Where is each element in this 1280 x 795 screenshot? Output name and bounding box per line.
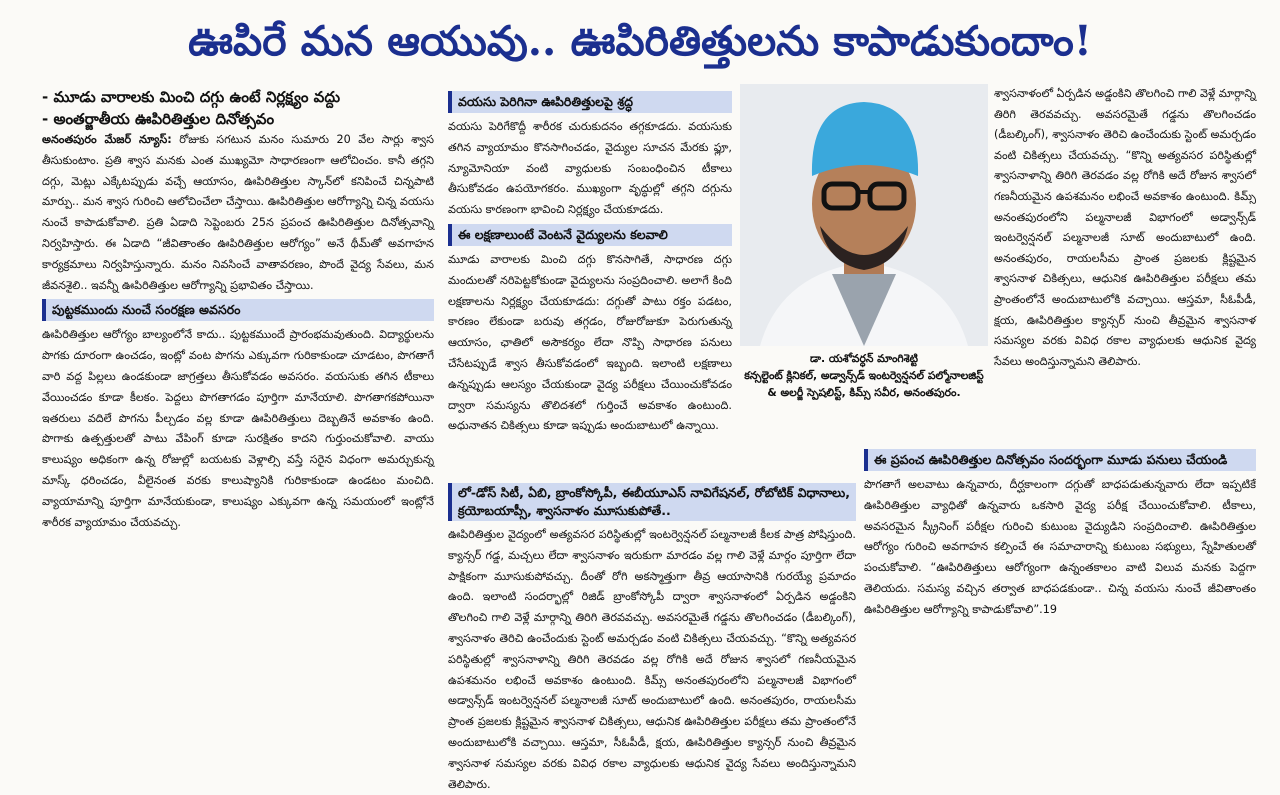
- bullet-2: - అంతర్జాతీయ ఊపిరితిత్తుల దినోత్సవం: [42, 110, 275, 128]
- intro-paragraph: [42, 130, 434, 296]
- headline-text: ఊపిరే మన ఆయువు.. ఊపిరితిత్తులను కాపాడుకుందాం!: [188, 17, 1092, 65]
- section-heading-three-tasks: ఈ ప్రపంచ ఊపిరితిత్తుల దినోత్సవం సందర్భంగా మూడు పనులు చేయండి: [864, 449, 1256, 471]
- section-heading-symptoms: ఈ లక్షణాలుంటే వెంటనే వైద్యులను కలవాలి: [448, 224, 732, 246]
- dateline: అనంతపురం మేజర్ న్యూస్:: [42, 133, 172, 146]
- section-text-procedures: ఊపిరితిత్తుల వైద్యంలో అత్యవసర పరిస్థితుల్లో ఇంటర్వెన్షనల్ పల్మనాలజీ కీలక పాత్ర పోషిస్తుంది. క్యాన్సర్ గడ్డ, మచ్చలు లేదా శ్వాసనాళం ఇరుకుగా మారడం వల్ల గాలి వెళ్లే మార్గం పూర్తిగా లేదా పాక్షికంగా మూసుకుపోవచ్చు. దీంతో రోగి అకస్మాత్తుగా తీవ్ర ఆయాసానికి గురయ్యే ప్రమాదం ఉంది. ఇలాంటి సందర్భాల్లో రిజిడ్ బ్రాంకోస్కోపీ ద్వారా శ్వాసనాళంలో ఏర్పడిన అడ్డంకిని తొలగించి గాలి వెళ్లే మార్గాన్ని తిరిగి తెరవవచ్చు. అవసరమైతే గడ్డను తొలగించడం (డీబల్కింగ్), శ్వాసనాళం తెరిచి ఉంచేందుకు స్టెంట్ అమర్చడం వంటి చికిత్సలు చేయవచ్చు. “కొన్ని అత్యవసర పరిస్థితుల్లో శ్వాసనాళాన్ని తిరిగి తెరవడం వల్ల రోగికి అదే రోజున శ్వాసలో గణనీయమైన ఉపశమనం లభించే అవకాశం ఉంటుంది. కిమ్స్ అనంతపురంలోని పల్మనాలజీ విభాగంలో అడ్వాన్స్‌డ్ ఇంటర్వెన్షనల్ పల్మనాలజీ సూట్ అందుబాటులో ఉంది. అనంతపురం, రాయలసీమ ప్రాంత ప్రజలకు క్లిష్టమైన శ్వాసనాళ చికిత్సలు, ఆధునిక ఊపిరితిత్తుల పరీక్షలు తమ ప్రాంతంలోనే అందుబాటులోకి వచ్చాయి. ఆస్తమా, సీఓపీడీ, క్షయ, ఊపిరితిత్తుల క్యాన్సర్ నుంచి తీవ్రమైన శ్వాసనాళ సమస్యల వరకు వివిధ రకాల వ్యాధులకు ఆధునిక వైద్య సేవలు అందిస్తున్నామని తెలిపారు.: [448, 528, 856, 791]
- doctor-caption: [740, 350, 988, 401]
- intro-text: రోజుకు సగటున మనం సుమారు 20 వేల సార్లు శ్వాస తీసుకుంటాం. ప్రతి శ్వాస మనకు ఎంత ముఖ్యమో సాధారణంగా ఆలోచించం. కానీ తగ్గని దగ్గు, మెట్లు ఎక్కేటప్పుడు వచ్చే ఆయాసం, ఊపిరితిత్తుల స్కాన్‌లో కనిపించే చిన్నపాటి మార్పు.. మన శ్వాస గురించి ఆలోచించేలా చేస్తాయి. ఊపిరితిత్తుల ఆరోగ్యాన్ని చిన్న వయసు నుంచే కాపాడుకోవాలి. ప్రతి ఏడాది సెప్టెంబరు 25న ప్రపంచ ఊపిరితిత్తుల దినోత్సవాన్ని నిర్వహిస్తారు. ఈ ఏడాది “జీవితాంతం ఊపిరితిత్తుల ఆరోగ్యం” అనే థీమ్‌తో అవగాహన కార్యక్రమాలు నిర్వహిస్తున్నారు. మనం నివసించే వాతావరణం, పొందే వైద్య సేవలు, మన జీవనశైలి.. ఇవన్నీ ఊపిరితిత్తుల ఆరోగ్యాన్ని ప్రభావితం చేస్తాయి.: [42, 133, 434, 292]
- doctor-name: డా. యశోవర్ధన్ మాంగిశెట్టి: [809, 352, 918, 365]
- bullet-1: - మూడు వారాలకు మించి దగ్గు ఉంటే నిర్లక్ష్యం వద్దు: [42, 88, 341, 106]
- column-4: [994, 84, 1256, 444]
- headline: [0, 0, 1280, 82]
- column-procedures: [448, 480, 856, 791]
- doctor-portrait-image: [740, 84, 988, 346]
- doctor-role: కన్సల్టెంట్ క్లినికల్, అడ్వాన్స్‌డ్ ఇంటర్వెన్షనల్ పల్మోనాలజిస్ట్ & అలర్జీ స్పెషలిస్ట్, కిమ్స్ సవీర, అనంతపురం.: [744, 369, 984, 399]
- section-heading-prebirth: పుట్టకముందు నుంచే సంరక్షణ అవసరం: [42, 299, 434, 321]
- section-heading-procedures: లో-డోస్ సిటీ, ఏబి, బ్రాంకోస్కోపీ, ఈబీయూఎస్ నావిగేషనల్, రోబోటిక్ విధానాలు, క్రయోబయాప్సీ, శ్వాసనాళం మూసుకుపోతే..: [448, 483, 856, 521]
- section-text-three-tasks: పొగతాగే అలవాటు ఉన్నవారు, దీర్ఘకాలంగా దగ్గుతో బాధపడుతున్నవారు లేదా ఇప్పటికే ఊపిరితిత్తుల వ్యాధితో ఉన్నవారు ఒకసారి వైద్య పరీక్ష చేయించుకోవాలి. టీకాలు, అవసరమైన స్క్రీనింగ్ పరీక్షల గురించి కుటుంబ వైద్యుడిని సంప్రదించాలి. ఊపిరితిత్తుల ఆరోగ్యం గురించి అవగాహన కల్పించే ఈ సమాచారాన్ని కుటుంబ సభ్యులు, స్నేహితులతో పంచుకోవాలి. “ఊపిరితిత్తులు ఆరోగ్యంగా ఉన్నంతకాలం వాటి విలువ మనకు పెద్దగా తెలియదు. సమస్య వచ్చిన తర్వాత బాధపడకుండా.. చిన్న వయసు నుంచే జీవితాంతం ఊపిరితిత్తుల ఆరోగ్యాన్ని కాపాడుకోవాలి”.19: [864, 478, 1256, 616]
- section-text-symptoms: మూడు వారాలకు మించి దగ్గు కొనసాగితే, సాధారణ దగ్గు మందులతో నరిపెట్టకోకుండా వైద్యులను సంప్రదించాలి. అలాగే కింది లక్షణాలను నిర్లక్ష్యం చేయకూడదు: దగ్గుతో పాటు రక్తం పడటం, కారణం లేకుండా బరువు తగ్గడం, రోజురోజుకూ పెరుగుతున్న ఆయాసం, ఛాతిలో అసౌకర్యం లేదా నొప్పి సాధారణ పనులు చేసేటప్పుడే శ్వాస తీసుకోవడంలో ఇబ్బంది. ఇలాంటి లక్షణాలు ఉన్నప్పుడు ఆలస్యం చేయకుండా వైద్య పరీక్షలు చేయించుకోవడం ద్వారా సమస్యను తొలిదశలో గుర్తించే అవకాశం ఉంటుంది. అధునాతన చికిత్సలు కూడా ఇప్పుడు అందుబాటులో ఉన్నాయి.: [448, 252, 732, 433]
- column-4-text: శ్వాసనాళంలో ఏర్పడిన అడ్డంకిని తొలగించి గాలి వెళ్లే మార్గాన్ని తిరిగి తెరవవచ్చు. అవసరమైతే గడ్డను తొలగించడం (డీబల్కింగ్), శ్వాసనాళం తెరిచి ఉంచేందుకు స్టెంట్ అమర్చడం వంటి చికిత్సలు చేయవచ్చు. “కొన్ని అత్యవసర పరిస్థితుల్లో శ్వాసనాళాన్ని తిరిగి తెరవడం వల్ల రోగికి అదే రోజున శ్వాసలో గణనీయమైన ఉపశమనం లభించే అవకాశం ఉంటుంది. కిమ్స్ అనంతపురంలోని పల్మనాలజీ విభాగంలో అడ్వాన్స్‌డ్ ఇంటర్వెన్షనల్ పల్మనాలజీ సూట్ అందుబాటులో ఉంది. అనంతపురం, రాయలసీమ ప్రాంత ప్రజలకు క్లిష్టమైన శ్వాసనాళ చికిత్సలు, ఆధునిక ఊపిరితిత్తుల పరీక్షలు తమ ప్రాంతంలోనే అందుబాటులోకి వచ్చాయి. ఆస్తమా, సీఓపీడీ, క్షయ, ఊపిరితిత్తుల క్యాన్సర్ నుంచి తీవ్రమైన శ్వాసనాళ సమస్యల వరకు వివిధ రకాల వ్యాధులకు ఆధునిక వైద్య సేవలు అందిస్తున్నామని తెలిపారు.: [994, 87, 1256, 368]
- section-text-prebirth: ఊపిరితిత్తుల ఆరోగ్యం బాల్యంలోనే కాదు.. పుట్టకముందే ప్రారంభమవుతుంది. విద్యార్థులను పొగకు దూరంగా ఉంచడం, ఇంట్లో వంట పొగను ఎక్కువగా గురికాకుండా చూడటం, పొగతాగే వారి వద్ద పిల్లలు ఉండకుండా జాగ్రత్తలు తీసుకోవడం అవసరం. వయసుకు తగిన టీకాలు వేయించడం కూడా కీలకం. పెద్దలు పొగతాగడం పూర్తిగా మానేయాలి. పొగతాగకపోయినా ఇతరులు వదిలే పొగను పీల్చడం వల్ల కూడా ఊపిరితిత్తులు దెబ్బతినే అవకాశం ఉంది. పొగాకు ఉత్పత్తులతో పాటు వేపింగ్ కూడా సురక్షితం కాదని గుర్తుంచుకోవాలి. వాయు కాలుష్యం అధికంగా ఉన్న రోజుల్లో బయటకు వెళ్లాల్సి వస్తే సరైన విధంగా అమర్చుకున్న మాస్క్ ధరించడం, వీలైనంత వరకు కాలుష్యానికి గురికాకుండా ఉండటం మంచిది. వ్యాయామాన్ని పూర్తిగా మానేయకుండా, కాలుష్యం ఎక్కువగా ఉన్న సమయంలో ఇంట్లోనే శారీరక వ్యాయామం చేయవచ్చు.: [42, 328, 434, 529]
- column-1: [42, 86, 434, 652]
- column-5: [864, 446, 1256, 652]
- section-heading-aging: వయసు పెరిగినా ఊపిరితిత్తులపై శ్రద్ధ: [448, 91, 732, 113]
- section-text-aging: వయసు పెరిగేకొద్దీ శారీరక చురుకుదనం తగ్గకూడదు. వయసుకు తగిన వ్యాయామం కొనసాగించడం, వైద్యుల సూచన మేరకు ఫ్లూ, న్యూమోనియా వంటి వ్యాధులకు సంబంధించిన టీకాలు తీసుకోవడం ఉపయోగకరం. ముఖ్యంగా వృద్ధుల్లో తగ్గని దగ్గును వయసు కారణంగా భావించి నిర్లక్ష్యం చేయకూడదు.: [448, 120, 732, 217]
- column-2: [448, 88, 732, 498]
- doctor-photo: [740, 84, 988, 346]
